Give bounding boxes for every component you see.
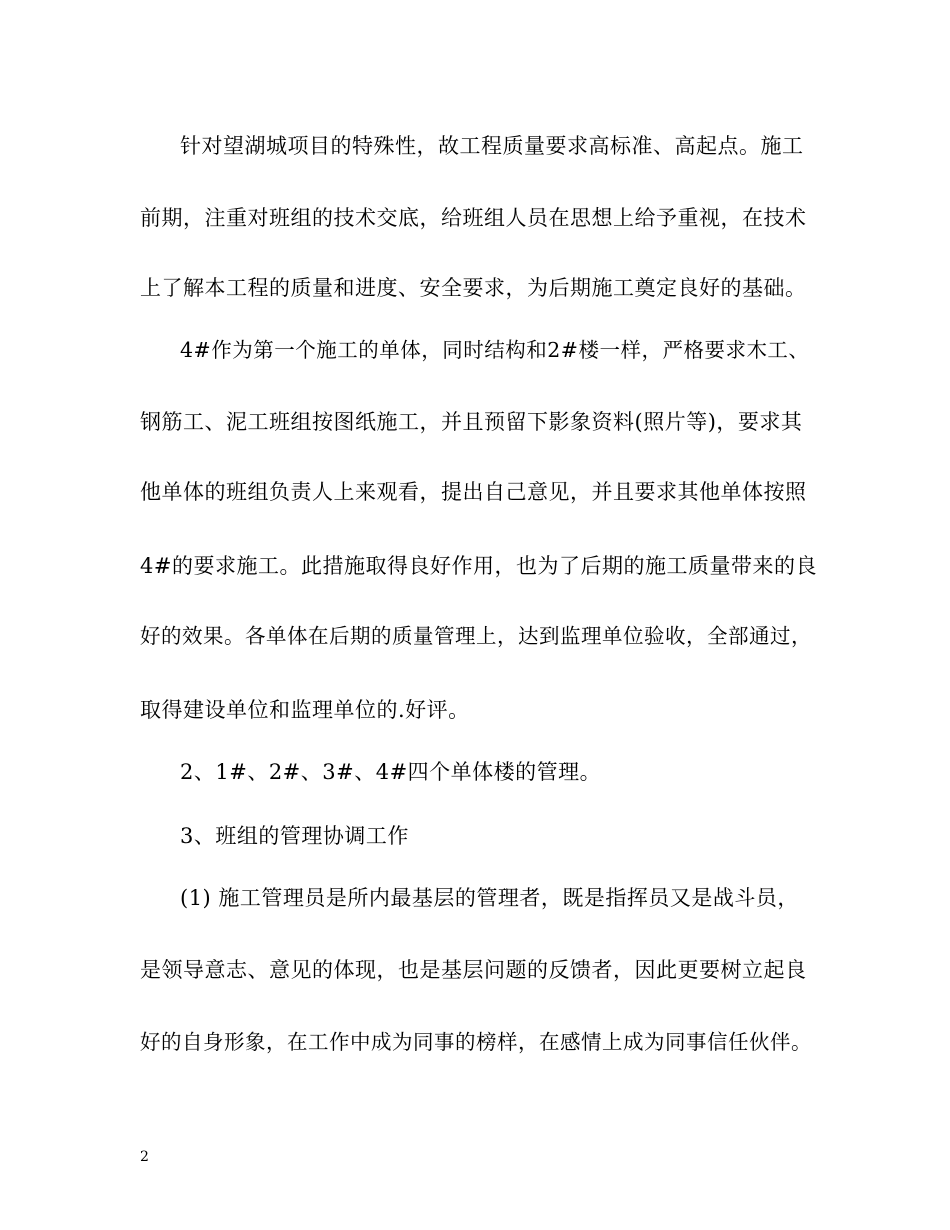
paragraph-line: 是领导意志、意见的体现，也是基层问题的反馈者，因此更要树立起良 [140, 958, 807, 982]
paragraph-line: 2、1#、2#、3#、4#四个单体楼的管理。 [180, 760, 602, 784]
paragraph-line: 4#作为第一个施工的单体，同时结构和2#楼一样，严格要求木工、 [180, 338, 810, 362]
paragraph-line: 钢筋工、泥工班组按图纸施工，并且预留下影象资料(照片等)，要求其 [140, 410, 803, 434]
paragraph-line: 取得建设单位和监理单位的.好评。 [140, 698, 470, 722]
paragraph-line: 3、班组的管理协调工作 [180, 824, 409, 848]
paragraph-line: 上了解本工程的质量和进度、安全要求，为后期施工奠定良好的基础。 [140, 276, 807, 300]
paragraph-line: 他单体的班组负责人上来观看，提出自己意见，并且要求其他单体按照 [140, 480, 807, 504]
paragraph-line: (1) 施工管理员是所内最基层的管理者，既是指挥员又是战斗员， [180, 886, 799, 910]
page-number: 2 [140, 1149, 149, 1165]
paragraph-line: 针对望湖城项目的特殊性，故工程质量要求高标准、高起点。施工 [180, 134, 804, 158]
paragraph-line: 4#的要求施工。此措施取得良好作用，也为了后期的施工质量带来的良 [140, 554, 817, 578]
paragraph-line: 好的效果。各单体在后期的质量管理上，达到监理单位验收，全部通过， [140, 624, 812, 648]
paragraph-line: 前期，注重对班组的技术交底，给班组人员在思想上给予重视，在技术 [140, 206, 807, 230]
paragraph-line: 好的自身形象，在工作中成为同事的榜样，在感情上成为同事信任伙伴。 [140, 1030, 812, 1054]
